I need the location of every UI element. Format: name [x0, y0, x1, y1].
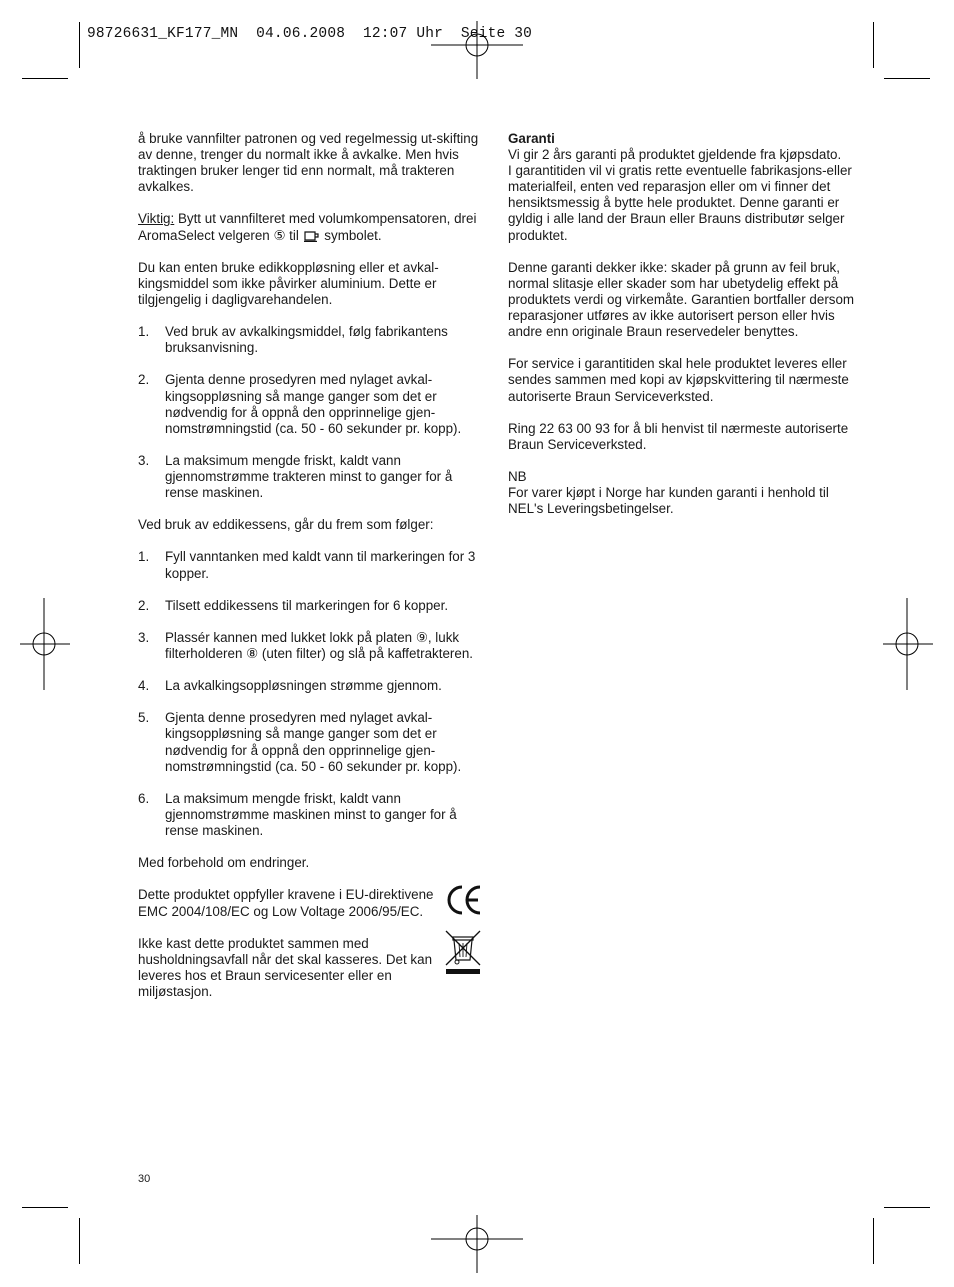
weee-section — [138, 936, 483, 1000]
list-item — [138, 598, 483, 614]
step-number: 1. — [138, 324, 150, 340]
list-item — [138, 453, 483, 501]
crop-mark — [22, 1207, 68, 1208]
registration-mark-bottom — [431, 1215, 523, 1275]
list-item — [138, 791, 483, 839]
descaling-steps — [138, 324, 483, 501]
list-item — [138, 678, 483, 694]
nb-text: For varer kjøpt i Norge har kunden garanti i henhold til NEL's Leveringsbetingelser. — [508, 485, 829, 517]
guarantee-p3: Denne garanti dekker ikke: skader på grunn av feil bruk, normal slitasje eller skader som har ubetydelig effekt på produktets verdi og virkemåte. Garantien bortfaller dersom reparasjoner utføres av ikke autorisert person eller hvis andre enn originale Braun reservedeler benyttes. — [508, 259, 855, 340]
step-text: Gjenta denne prosedyren med nylaget avkal-kingsoppløsning så mange ganger som det er nødvendig for å oppnå den opprinnelige gjen-nomstrømningstid (ca. 50 - 60 sekunder pr. kopp). — [165, 372, 462, 436]
step-text: Gjenta denne prosedyren med nylaget avkal-kingsoppløsning så mange ganger som det er nødvendig for å oppnå den opprinnelige gjen-nomstrømningstid (ca. 50 - 60 sekunder pr. kopp). — [165, 710, 462, 774]
list-item — [138, 324, 483, 356]
reservation-note: Med forbehold om endringer. — [138, 855, 310, 871]
registration-mark-right — [883, 598, 933, 690]
list-item — [138, 710, 483, 774]
ce-section — [138, 887, 483, 919]
step-text: La avkalkingsoppløsningen strømme gjennom. — [165, 678, 442, 694]
right-column — [508, 131, 858, 533]
crop-mark — [22, 78, 68, 79]
page-number: 30 — [138, 1173, 151, 1185]
ce-mark-icon — [447, 883, 483, 917]
vinegar-intro: Ved bruk av eddikessens, går du frem som følger: — [138, 517, 434, 533]
step-number: 6. — [138, 790, 150, 806]
vinegar-steps — [138, 549, 483, 839]
important-text-b: symbolet. — [320, 227, 382, 243]
important-label: Viktig: — [138, 211, 175, 227]
list-item — [138, 630, 483, 662]
print-slug: 98726631_KF177_MN 04.06.2008 12:07 Uhr Seite 30 — [87, 26, 533, 42]
step-text: Plassér kannen med lukket lokk på platen ⑨, lukk filterholderen ⑧ (uten filter) og slå på kaffetrakteren. — [165, 629, 473, 661]
step-number: 1. — [138, 549, 150, 565]
step-number: 3. — [138, 452, 150, 468]
step-text: Tilsett eddikessens til markeringen for 6 kopper. — [165, 597, 449, 613]
solutions-paragraph: Du kan enten bruke edikkoppløsning eller et avkal-kingsmiddel som ikke påvirker aluminium. Dette er tilgjengelig i dagligvarehandelen. — [138, 259, 439, 307]
list-item — [138, 372, 483, 436]
crop-mark — [884, 78, 930, 79]
crop-mark — [79, 22, 80, 68]
cup-icon — [304, 231, 320, 242]
weee-text: Ikke kast dette produktet sammen med husholdningsavfall når det skal kasseres. Det kan leveres hos et Braun servicesenter eller en miljøstasjon. — [138, 935, 433, 999]
intro-paragraph: å bruke vannfilter patronen og ved regelmessig ut-skifting av denne, trenger du normalt ikke å avkalke. Men hvis traktingen bruker lenger tid enn normalt, må trakteren avkalkes. — [138, 131, 479, 195]
step-text: Fyll vanntanken med kaldt vann til markeringen for 3 kopper. — [165, 549, 476, 581]
step-text: La maksimum mengde friskt, kaldt vann gjennomstrømme trakteren minst to ganger for å rense maskinen. — [165, 452, 453, 501]
guarantee-p2: I garantitiden vil vi gratis rette eventuelle fabrikasjons-eller materialfeil, enten ved reparasjon eller om vi finner det hensiktsmessig å bytte hele produktet. Denne garanti er gyldig i alle land der Braun eller Brauns distributør selger produktet. — [508, 163, 852, 243]
step-number: 3. — [138, 629, 150, 645]
important-note — [138, 211, 483, 243]
crossed-bin-icon — [443, 928, 483, 978]
nb-label: NB — [508, 468, 527, 484]
step-number: 2. — [138, 597, 150, 613]
guarantee-p4: For service i garantitiden skal hele produktet leveres eller sendes sammen med kopi av kjøpskvittering til nærmeste autoriserte Braun Serviceverksted. — [508, 356, 849, 404]
step-text: La maksimum mengde friskt, kaldt vann gjennomstrømme maskinen minst to ganger for å rense maskinen. — [165, 790, 457, 839]
ce-text: Dette produktet oppfyller kravene i EU-direktivene EMC 2004/108/EC og Low Voltage 2006/95/EC. — [138, 887, 434, 919]
guarantee-heading: Garanti — [508, 131, 555, 146]
registration-mark-top — [431, 21, 523, 81]
guarantee-p5: Ring 22 63 00 93 for å bli henvist til nærmeste autoriserte Braun Serviceverksted. — [508, 420, 849, 452]
important-text-a: Bytt ut vannfilteret med volumkompensatoren, drei AromaSelect velgeren ⑤ til — [138, 211, 477, 243]
left-column — [138, 131, 483, 1016]
crop-mark — [873, 22, 874, 68]
step-text: Ved bruk av avkalkingsmiddel, følg fabrikantens bruksanvisning. — [165, 324, 448, 356]
crop-mark — [79, 1218, 80, 1264]
list-item — [138, 549, 483, 581]
step-number: 5. — [138, 710, 150, 726]
registration-mark-left — [20, 598, 70, 690]
step-number: 4. — [138, 678, 150, 694]
step-number: 2. — [138, 372, 150, 388]
crop-mark — [873, 1218, 874, 1264]
crop-mark — [884, 1207, 930, 1208]
guarantee-p1: Vi gir 2 års garanti på produktet gjeldende fra kjøpsdato. — [508, 147, 842, 163]
